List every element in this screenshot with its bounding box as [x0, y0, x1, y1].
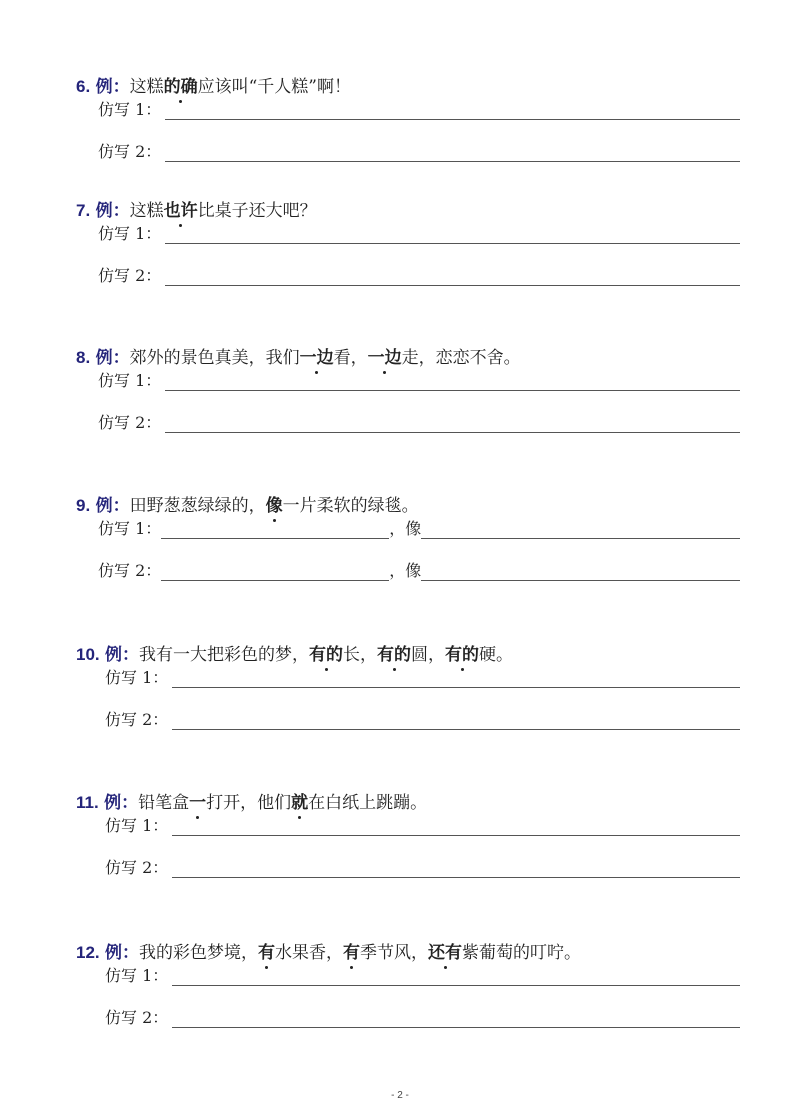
- imitation-label: 仿写 2：: [98, 266, 162, 285]
- imitation-row-1: [98, 519, 740, 539]
- sentence-text: 水果香，: [275, 943, 344, 963]
- sentence-text: 我的彩色梦境，: [139, 943, 259, 963]
- sentence-text: 走，恋恋不舍。: [401, 348, 521, 368]
- imitation-row-1: [98, 224, 740, 244]
- sentence-text: 季节风，: [360, 943, 429, 963]
- sentence-text: 这糕: [129, 201, 164, 221]
- emphasized-word: 有: [343, 943, 361, 963]
- emphasized-word: 还有: [428, 943, 463, 963]
- answer-blank[interactable]: [161, 562, 389, 581]
- imitation-label: 仿写 1：: [105, 668, 169, 687]
- example-label: 例: [95, 201, 113, 221]
- emphasized-word: 有的: [445, 645, 480, 665]
- emphasized-word: 像: [265, 496, 283, 516]
- imitation-label: 仿写 2：: [98, 142, 162, 161]
- emphasized-word: 一边: [299, 348, 334, 368]
- imitation-label: 仿写 1：: [98, 519, 162, 538]
- page-number: - 2 -: [391, 1090, 409, 1101]
- imitation-label: 仿写 2：: [98, 561, 162, 580]
- imitation-label: 仿写 1：: [98, 100, 162, 119]
- example-sentence: [76, 644, 513, 666]
- imitation-label: 仿写 2：: [105, 1008, 169, 1027]
- sentence-text: 铅笔盒: [138, 793, 190, 813]
- imitation-label: 仿写 2：: [105, 858, 169, 877]
- emphasized-word: 一: [189, 793, 207, 813]
- imitation-row-1: [98, 371, 740, 391]
- answer-blank[interactable]: [421, 562, 740, 581]
- exercise-number: 10.: [76, 645, 100, 664]
- emphasized-word: 有的: [309, 645, 344, 665]
- emphasized-word: 有的: [377, 645, 412, 665]
- answer-blank[interactable]: [172, 711, 740, 730]
- emphasized-word: 的确: [163, 77, 198, 97]
- imitation-row-2: [98, 266, 740, 286]
- imitation-row-2: [105, 858, 740, 878]
- imitation-label: 仿写 2：: [98, 413, 162, 432]
- example-sentence: [76, 942, 581, 964]
- example-colon: ：: [121, 793, 139, 813]
- imitation-label: 仿写 1：: [98, 224, 162, 243]
- example-sentence: [76, 792, 427, 814]
- example-label: 例: [105, 645, 123, 665]
- imitation-row-2: [98, 142, 740, 162]
- emphasized-word: 也许: [163, 201, 198, 221]
- answer-blank[interactable]: [172, 967, 740, 986]
- exercise-number: 6.: [76, 77, 91, 96]
- answer-blank[interactable]: [421, 520, 740, 539]
- example-label: 例: [95, 348, 113, 368]
- connector-text: ，像: [389, 561, 422, 580]
- connector-text: ，像: [389, 519, 422, 538]
- imitation-row-1: [98, 100, 740, 120]
- sentence-text: 看，: [333, 348, 368, 368]
- exercise-number: 7.: [76, 201, 91, 220]
- imitation-label: 仿写 1：: [105, 816, 169, 835]
- imitation-label: 仿写 1：: [98, 371, 162, 390]
- example-label: 例: [105, 943, 123, 963]
- answer-blank[interactable]: [165, 225, 740, 244]
- example-label: 例: [95, 77, 113, 97]
- answer-blank[interactable]: [165, 372, 740, 391]
- sentence-text: 这糕: [129, 77, 164, 97]
- example-sentence: [76, 347, 521, 369]
- sentence-text: 长，: [343, 645, 378, 665]
- answer-blank[interactable]: [172, 817, 740, 836]
- answer-blank[interactable]: [165, 143, 740, 162]
- example-label: 例: [104, 793, 122, 813]
- sentence-text: 应该叫“千人糕”啊！: [197, 77, 351, 97]
- sentence-text: 一片柔软的绿毯。: [282, 496, 419, 516]
- sentence-text: 田野葱葱绿绿的，: [129, 496, 266, 516]
- imitation-label: 仿写 2：: [105, 710, 169, 729]
- answer-blank[interactable]: [165, 101, 740, 120]
- answer-blank[interactable]: [172, 859, 740, 878]
- example-sentence: [76, 76, 351, 98]
- exercise-number: 12.: [76, 943, 100, 962]
- imitation-row-2: [105, 1008, 740, 1028]
- sentence-text: 圆，: [411, 645, 446, 665]
- emphasized-word: 有: [258, 943, 276, 963]
- example-colon: ：: [122, 645, 140, 665]
- imitation-row-1: [105, 816, 740, 836]
- answer-blank[interactable]: [165, 267, 740, 286]
- sentence-text: 硬。: [479, 645, 514, 665]
- example-colon: ：: [112, 77, 130, 97]
- sentence-text: 打开，他们: [206, 793, 292, 813]
- imitation-row-2: [98, 413, 740, 433]
- answer-blank[interactable]: [161, 520, 389, 539]
- example-colon: ：: [112, 201, 130, 221]
- example-label: 例: [95, 496, 113, 516]
- imitation-row-1: [105, 668, 740, 688]
- imitation-label: 仿写 1：: [105, 966, 169, 985]
- sentence-text: 我有一大把彩色的梦，: [139, 645, 310, 665]
- exercise-number: 11.: [76, 793, 99, 812]
- sentence-text: 在白纸上跳蹦。: [308, 793, 428, 813]
- example-colon: ：: [122, 943, 140, 963]
- sentence-text: 紫葡萄的叮咛。: [462, 943, 582, 963]
- imitation-row-1: [105, 966, 740, 986]
- emphasized-word: 一边: [367, 348, 402, 368]
- example-sentence: [76, 495, 419, 517]
- exercise-number: 9.: [76, 496, 91, 515]
- example-colon: ：: [112, 348, 130, 368]
- example-sentence: [76, 200, 317, 222]
- answer-blank[interactable]: [172, 669, 740, 688]
- emphasized-word: 就: [291, 793, 309, 813]
- sentence-text: 比桌子还大吧？: [197, 201, 317, 221]
- answer-blank[interactable]: [172, 1009, 740, 1028]
- imitation-row-2: [105, 710, 740, 730]
- exercise-number: 8.: [76, 348, 91, 367]
- example-colon: ：: [112, 496, 130, 516]
- answer-blank[interactable]: [165, 414, 740, 433]
- sentence-text: 郊外的景色真美，我们: [129, 348, 300, 368]
- imitation-row-2: [98, 561, 740, 581]
